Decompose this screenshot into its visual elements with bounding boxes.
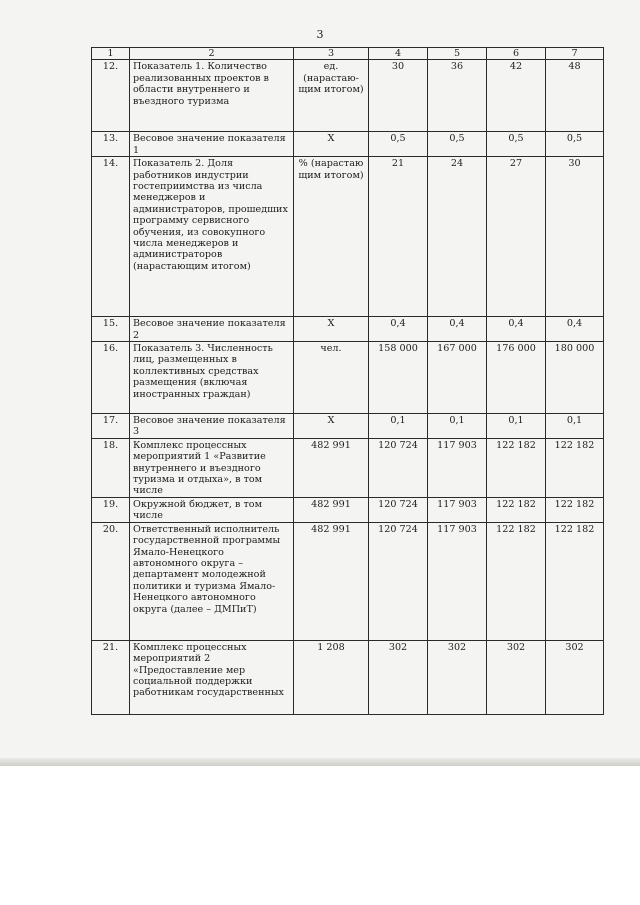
value-cell: 122 182: [546, 497, 604, 522]
value-cell: 122 182: [487, 438, 546, 497]
value-cell: 120 724: [369, 497, 428, 522]
row-name: Весовое значение показателя 2: [130, 317, 294, 342]
value-cell: 0,5: [487, 132, 546, 157]
row-number: 13.: [92, 132, 130, 157]
table-row: [92, 640, 604, 714]
row-name: Показатель 3. Численность лиц, размещенных в коллективных средствах размещения (включая иностранных граждан): [130, 342, 294, 414]
value-cell: 122 182: [487, 522, 546, 640]
table-row: [92, 60, 604, 132]
row-name: Комплекс процессных мероприятий 2 «Предоставление мер социальной поддержки работникам государственных: [130, 640, 294, 714]
row-number: 16.: [92, 342, 130, 414]
value-cell: 122 182: [546, 522, 604, 640]
header-cell: 5: [428, 48, 487, 60]
value-cell: 120 724: [369, 438, 428, 497]
table-row: [92, 132, 604, 157]
row-name: Показатель 2. Доля работников индустрии гостеприимства из числа менеджеров и администраторов, прошедших программу сервисного обучения, из совокупного числа менеджеров и администраторов (нарастающим итогом): [130, 157, 294, 317]
value-cell: 302: [428, 640, 487, 714]
header-cell: 6: [487, 48, 546, 60]
row-unit: Х: [294, 414, 369, 439]
value-cell: 0,5: [546, 132, 604, 157]
value-cell: 0,1: [546, 414, 604, 439]
value-cell: 117 903: [428, 438, 487, 497]
header-cell: 3: [294, 48, 369, 60]
value-cell: 0,4: [546, 317, 604, 342]
row-number: 18.: [92, 438, 130, 497]
row-unit: Х: [294, 132, 369, 157]
value-cell: 176 000: [487, 342, 546, 414]
indicators-table: [91, 47, 604, 715]
row-name: Ответственный исполнитель государственной программы Ямало-Ненецкого автономного округа – департамент молодежной политики и туризма Ямало-Ненецкого автономного округа (далее – ДМПиТ): [130, 522, 294, 640]
value-cell: 36: [428, 60, 487, 132]
header-row: [92, 48, 604, 60]
value-cell: 21: [369, 157, 428, 317]
row-name: Весовое значение показателя 1: [130, 132, 294, 157]
header-cell: 2: [130, 48, 294, 60]
value-cell: 0,1: [369, 414, 428, 439]
value-cell: 24: [428, 157, 487, 317]
row-number: 14.: [92, 157, 130, 317]
value-cell: 302: [487, 640, 546, 714]
row-number: 19.: [92, 497, 130, 522]
value-cell: 27: [487, 157, 546, 317]
value-cell: 0,4: [487, 317, 546, 342]
row-unit: 482 991: [294, 497, 369, 522]
value-cell: 117 903: [428, 522, 487, 640]
table-row: [92, 497, 604, 522]
row-number: 12.: [92, 60, 130, 132]
value-cell: 167 000: [428, 342, 487, 414]
row-name: Весовое значение показателя 3: [130, 414, 294, 439]
table-row: [92, 414, 604, 439]
value-cell: 302: [546, 640, 604, 714]
row-unit: 482 991: [294, 522, 369, 640]
value-cell: 180 000: [546, 342, 604, 414]
scan-edge: [0, 758, 640, 766]
table-row: [92, 157, 604, 317]
header-cell: 4: [369, 48, 428, 60]
table-row: [92, 522, 604, 640]
value-cell: 0,1: [487, 414, 546, 439]
row-unit: 1 208: [294, 640, 369, 714]
table-row: [92, 438, 604, 497]
value-cell: 0,4: [428, 317, 487, 342]
value-cell: 30: [546, 157, 604, 317]
row-unit: чел.: [294, 342, 369, 414]
page-number: 3: [316, 28, 324, 41]
value-cell: 0,4: [369, 317, 428, 342]
value-cell: 42: [487, 60, 546, 132]
value-cell: 30: [369, 60, 428, 132]
row-number: 21.: [92, 640, 130, 714]
value-cell: 122 182: [487, 497, 546, 522]
row-unit: % (нарастаю щим итогом): [294, 157, 369, 317]
value-cell: 120 724: [369, 522, 428, 640]
row-number: 15.: [92, 317, 130, 342]
table-row: [92, 342, 604, 414]
value-cell: 0,5: [369, 132, 428, 157]
value-cell: 117 903: [428, 497, 487, 522]
row-number: 17.: [92, 414, 130, 439]
value-cell: 0,1: [428, 414, 487, 439]
value-cell: 0,5: [428, 132, 487, 157]
value-cell: 158 000: [369, 342, 428, 414]
row-name: Комплекс процессных мероприятий 1 «Развитие внутреннего и въездного туризма и отдыха», в том числе: [130, 438, 294, 497]
header-cell: 1: [92, 48, 130, 60]
value-cell: 122 182: [546, 438, 604, 497]
row-unit: 482 991: [294, 438, 369, 497]
row-name: Окружной бюджет, в том числе: [130, 497, 294, 522]
row-unit: ед. (нарастаю- щим итогом): [294, 60, 369, 132]
header-cell: 7: [546, 48, 604, 60]
row-name: Показатель 1. Количество реализованных проектов в области внутреннего и въездного туризма: [130, 60, 294, 132]
row-unit: Х: [294, 317, 369, 342]
value-cell: 48: [546, 60, 604, 132]
table-row: [92, 317, 604, 342]
value-cell: 302: [369, 640, 428, 714]
row-number: 20.: [92, 522, 130, 640]
